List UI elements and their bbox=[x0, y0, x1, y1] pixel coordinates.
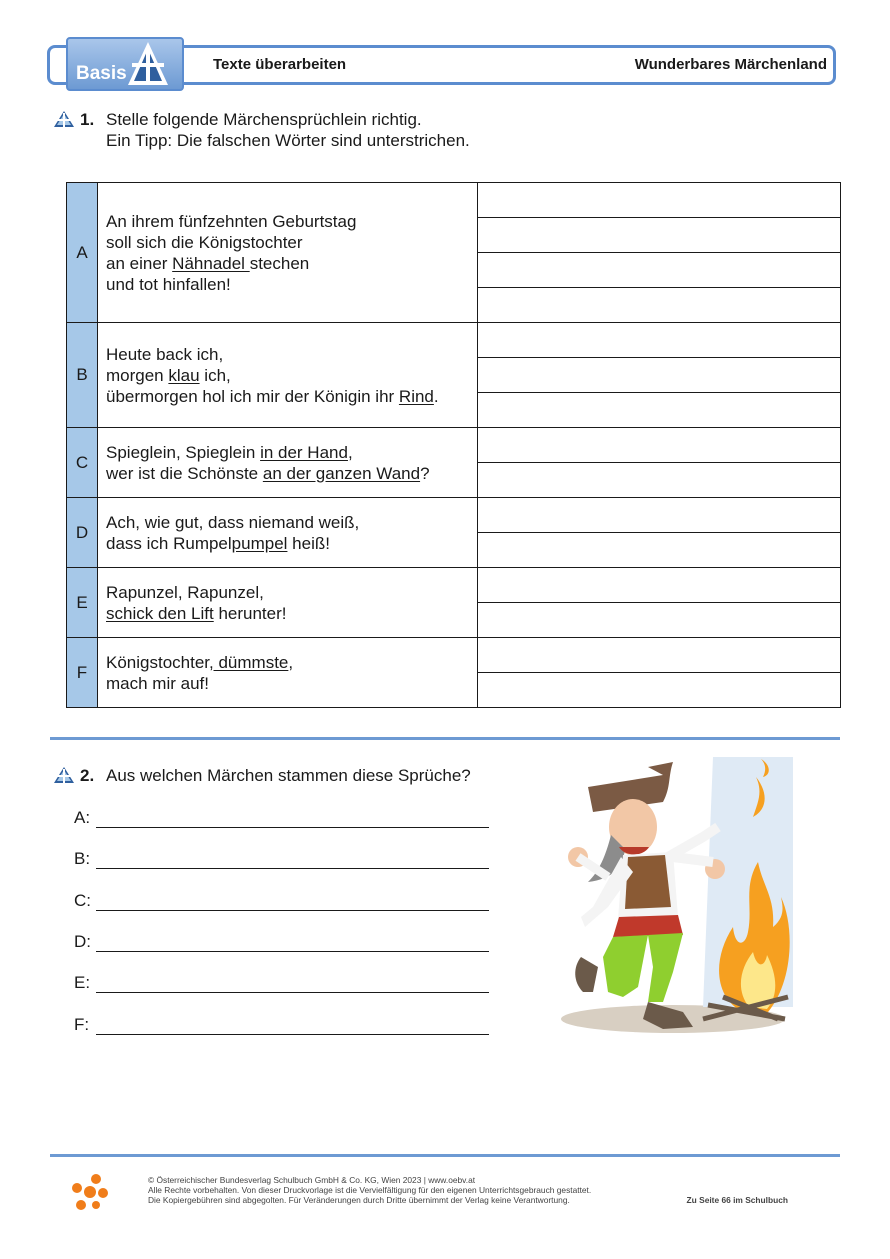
row-label: E bbox=[67, 568, 98, 638]
answer-cell[interactable] bbox=[478, 183, 841, 218]
answer-cell[interactable] bbox=[478, 253, 841, 288]
table-row bbox=[67, 428, 841, 463]
answer-cell[interactable] bbox=[478, 393, 841, 428]
wrong-word: pumpel bbox=[231, 533, 288, 553]
rhyme-text bbox=[98, 498, 478, 568]
answer-cell[interactable] bbox=[478, 288, 841, 323]
rhyme-segment: ? bbox=[420, 463, 430, 483]
copyright-line3: Die Kopiergebühren sind abgegolten. Für Veränderungen durch Dritte übernimmt der Verlag keine Verantwortung. bbox=[148, 1195, 570, 1205]
answer-line[interactable] bbox=[74, 808, 489, 828]
answer-rule[interactable] bbox=[96, 807, 489, 828]
rhyme-segment: Heute back ich, bbox=[106, 344, 224, 364]
rhyme-line bbox=[106, 386, 477, 407]
publisher-logo-icon bbox=[72, 1174, 108, 1210]
rhyme-segment: mach mir auf! bbox=[106, 673, 209, 693]
answer-line[interactable] bbox=[74, 891, 489, 911]
rhyme-segment: , bbox=[288, 652, 294, 672]
table-row bbox=[67, 183, 841, 218]
rhyme-segment: morgen bbox=[106, 365, 169, 385]
rhyme-segment: stechen bbox=[249, 253, 310, 273]
rhyme-line bbox=[106, 463, 477, 484]
answer-cell[interactable] bbox=[478, 568, 841, 603]
wrong-word: Nähnadel bbox=[172, 253, 250, 273]
rhyme-line bbox=[106, 253, 477, 274]
answer-cell[interactable] bbox=[478, 603, 841, 638]
task2-number: 2. bbox=[80, 766, 95, 785]
answer-letter: E: bbox=[74, 973, 91, 993]
answer-cell[interactable] bbox=[478, 498, 841, 533]
answer-cell[interactable] bbox=[478, 533, 841, 568]
answer-rule[interactable] bbox=[96, 931, 489, 952]
rhyme-line bbox=[106, 344, 477, 365]
rhyme-segment: wer ist die Schönste bbox=[106, 463, 263, 483]
rhyme-segment: und tot hinfallen! bbox=[106, 274, 231, 294]
rhyme-line bbox=[106, 673, 477, 694]
wrong-word: an der ganzen Wand bbox=[262, 463, 421, 483]
answer-cell[interactable] bbox=[478, 323, 841, 358]
answer-letter: B: bbox=[74, 849, 91, 869]
wrong-word: in der Hand bbox=[260, 442, 348, 462]
badge-label: Basis bbox=[76, 63, 127, 84]
answer-line[interactable] bbox=[74, 1015, 489, 1035]
task1-instruction bbox=[106, 109, 470, 151]
answer-line[interactable] bbox=[74, 932, 489, 952]
rhyme-text bbox=[98, 568, 478, 638]
answer-cell[interactable] bbox=[478, 218, 841, 253]
answer-letter: F: bbox=[74, 1014, 90, 1034]
basis-badge bbox=[66, 37, 184, 91]
answer-cell[interactable] bbox=[478, 673, 841, 708]
answer-rule[interactable] bbox=[96, 972, 489, 993]
answer-rule[interactable] bbox=[96, 890, 489, 911]
schoolbook-reference: Zu Seite 66 im Schulbuch bbox=[686, 1195, 788, 1205]
basis-triangle-icon bbox=[53, 110, 75, 128]
answer-cell[interactable] bbox=[478, 463, 841, 498]
rhyme-line bbox=[106, 274, 477, 295]
table-row bbox=[67, 498, 841, 533]
row-label: B bbox=[67, 323, 98, 428]
table-row bbox=[67, 638, 841, 673]
task1-number: 1. bbox=[80, 110, 95, 129]
rhymes-table bbox=[66, 182, 841, 708]
rhyme-line bbox=[106, 365, 477, 386]
rhyme-segment: Ach, wie gut, dass niemand weiß, bbox=[106, 512, 360, 532]
rhyme-line bbox=[106, 211, 477, 232]
rhyme-line bbox=[106, 512, 477, 533]
rhyme-segment: Rapunzel, Rapunzel, bbox=[106, 582, 264, 602]
answer-letter: D: bbox=[74, 931, 91, 951]
answer-rule[interactable] bbox=[96, 848, 489, 869]
copyright-notice bbox=[148, 1175, 591, 1205]
copyright-line2: Alle Rechte vorbehalten. Von dieser Druckvorlage ist die Vervielfältigung für den eigenen Unterrichtsgebrauch gestattet. bbox=[148, 1185, 592, 1195]
rhyme-segment: ich, bbox=[199, 365, 231, 385]
answer-line[interactable] bbox=[74, 849, 489, 869]
answer-letter: C: bbox=[74, 890, 91, 910]
rhyme-line bbox=[106, 652, 477, 673]
table-row bbox=[67, 568, 841, 603]
rhyme-text bbox=[98, 428, 478, 498]
wrong-word: , dümmste bbox=[209, 652, 289, 672]
rhyme-line bbox=[106, 603, 477, 624]
answer-cell[interactable] bbox=[478, 358, 841, 393]
task1-line2: Ein Tipp: Die falschen Wörter sind unterstrichen. bbox=[106, 131, 470, 150]
row-label: C bbox=[67, 428, 98, 498]
answer-letter: A: bbox=[74, 808, 91, 827]
rhyme-text bbox=[98, 183, 478, 323]
rhyme-segment: dass ich Rumpel bbox=[106, 533, 232, 553]
rhyme-segment: Spieglein, Spieglein bbox=[106, 442, 261, 462]
task1-line1: Stelle folgende Märchensprüchlein richtig. bbox=[106, 110, 422, 129]
answer-cell[interactable] bbox=[478, 638, 841, 673]
rhyme-text bbox=[98, 323, 478, 428]
chapter-title: Wunderbares Märchenland bbox=[634, 56, 827, 73]
wrong-word: schick den Lift bbox=[106, 603, 214, 623]
rhyme-segment: heiß! bbox=[287, 533, 330, 553]
basis-triangle-icon bbox=[53, 766, 75, 784]
rhyme-segment: übermorgen hol ich mir der Königin ihr bbox=[106, 386, 399, 406]
rhyme-line bbox=[106, 533, 477, 554]
rhyme-segment: , bbox=[347, 442, 353, 462]
rhyme-line bbox=[106, 442, 477, 463]
row-label: A bbox=[67, 183, 98, 323]
rhyme-segment: soll sich die Königstochter bbox=[106, 232, 303, 252]
footer-rule bbox=[50, 1154, 840, 1157]
rhyme-segment: An ihrem fünfzehnten Geburtstag bbox=[106, 211, 357, 231]
wrong-word: klau bbox=[168, 365, 200, 385]
rhyme-text bbox=[98, 638, 478, 708]
row-label: F bbox=[67, 638, 98, 708]
wrong-word: Rind bbox=[398, 386, 434, 406]
copyright-line1: © Österreichischer Bundesverlag Schulbuch GmbH & Co. KG, Wien 2023 | www.oebv.at bbox=[148, 1175, 476, 1185]
rhyme-segment: Königstochter bbox=[106, 652, 210, 672]
rhyme-segment: herunter! bbox=[213, 603, 287, 623]
task2-question: Aus welchen Märchen stammen diese Sprüche? bbox=[106, 766, 471, 785]
rhyme-line bbox=[106, 232, 477, 253]
section-separator bbox=[50, 737, 840, 740]
rhyme-segment: . bbox=[433, 386, 439, 406]
answer-cell[interactable] bbox=[478, 428, 841, 463]
answer-rule[interactable] bbox=[96, 1014, 489, 1035]
answer-line[interactable] bbox=[74, 973, 489, 993]
rhyme-segment: an einer bbox=[106, 253, 173, 273]
row-label: D bbox=[67, 498, 98, 568]
worksheet-title: Texte überarbeiten bbox=[213, 56, 347, 73]
table-row bbox=[67, 323, 841, 358]
rumpelstiltskin-illustration bbox=[553, 757, 793, 1047]
rhyme-line bbox=[106, 582, 477, 603]
header-divider bbox=[184, 48, 190, 82]
